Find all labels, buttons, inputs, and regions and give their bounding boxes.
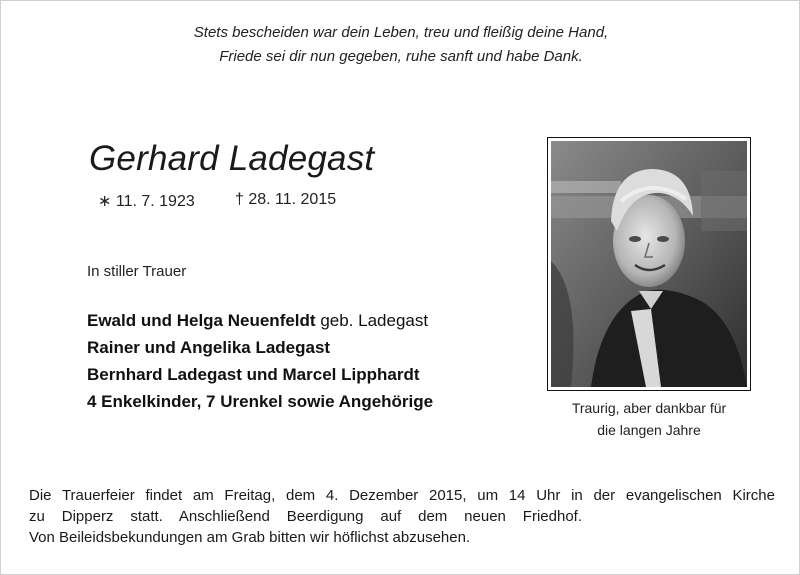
- notice-line-3: Von Beileidsbekundungen am Grab bitten wir höflichst abzusehen.: [29, 529, 471, 546]
- notice-line-2: zu Dipperz statt. Anschließend Beerdigung auf dem neuen Friedhof.: [29, 508, 582, 525]
- poem-line-1: Stets bescheiden war dein Leben, treu und fleißig deine Hand,: [193, 24, 609, 41]
- deceased-name: Gerhard Ladegast: [89, 139, 375, 178]
- family-names: Rainer und Angelika Ladegast: [87, 338, 331, 357]
- photo-caption: [547, 397, 751, 441]
- family-line-3: [87, 361, 433, 388]
- portrait-photo: [547, 137, 751, 391]
- family-names: Bernhard Ladegast und Marcel Lipphardt: [87, 365, 420, 384]
- family-names: Ewald und Helga Neuenfeldt: [87, 311, 316, 330]
- portrait-image: [551, 141, 747, 387]
- memorial-poem: [1, 21, 800, 69]
- poem-line-2: Friede sei dir nun gegeben, ruhe sanft und habe Dank.: [219, 48, 583, 65]
- caption-line-1: Traurig, aber dankbar für: [571, 400, 727, 416]
- mourning-label: In stiller Trauer: [87, 263, 187, 280]
- family-line-4: [87, 388, 433, 415]
- family-names: 4 Enkelkinder, 7 Urenkel sowie Angehörige: [87, 392, 434, 411]
- caption-line-2: die langen Jahre: [597, 422, 701, 438]
- family-line-1: [87, 307, 433, 334]
- notice-line-1: Die Trauerfeier findet am Freitag, dem 4. Dezember 2015, um 14 Uhr in der evangelischen Kirche: [29, 487, 775, 504]
- family-list: [87, 307, 433, 415]
- family-line-2: [87, 334, 433, 361]
- family-note: geb. Ladegast: [315, 311, 429, 330]
- birth-date: ∗ 11. 7. 1923: [98, 193, 195, 210]
- death-date: † 28. 11. 2015: [235, 191, 337, 208]
- funeral-notice: [29, 485, 775, 548]
